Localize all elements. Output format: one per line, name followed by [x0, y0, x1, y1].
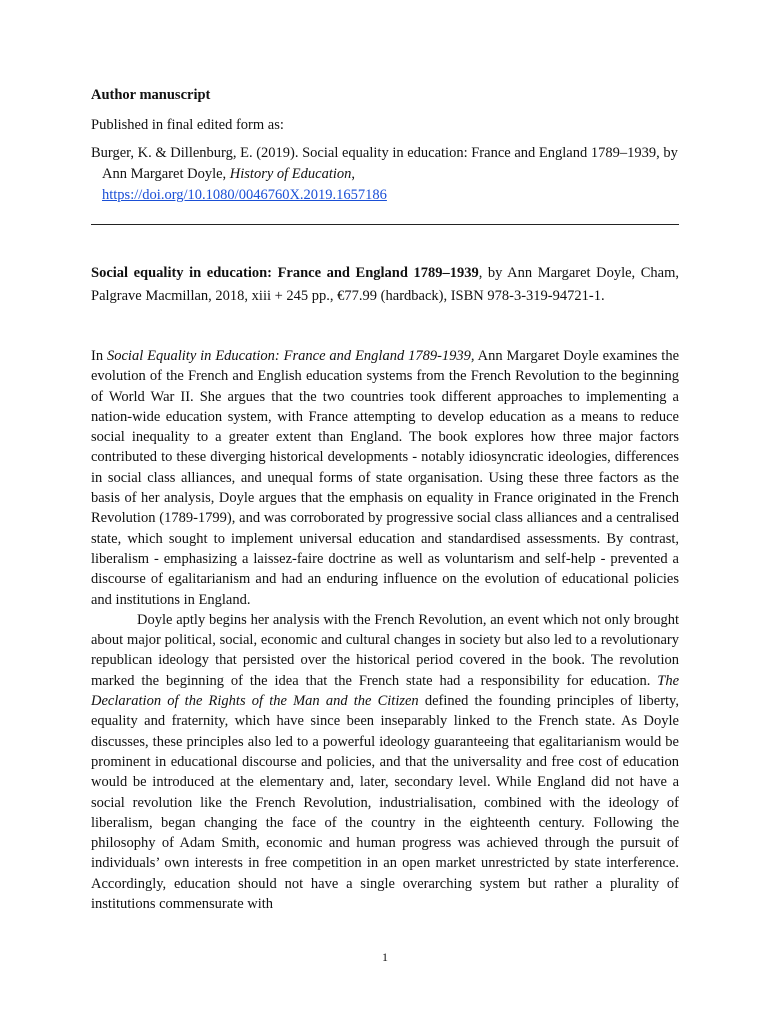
review-header: [91, 262, 679, 308]
page-number: 1: [382, 950, 388, 964]
review-book-details: , by Ann Margaret Doyle, Cham, Palgrave Macmillan, 2018, xiii + 245 pp., €77.99 (hardback), ISBN 978-3-319-94721-1.: [91, 265, 679, 304]
author-manuscript-label: Author manuscript: [91, 87, 211, 103]
paragraph-1-book-title: Social Equality in Education: France and England 1789-1939,: [106, 348, 475, 364]
citation: [91, 143, 679, 206]
citation-suffix: ,: [351, 166, 356, 182]
doi-link[interactable]: https://doi.org/10.1080/0046760X.2019.1657186: [102, 187, 387, 203]
paragraph-1-text: Ann Margaret Doyle examines the evolution of the French and English education systems from the French Revolution to the beginning of World War II. She argues that the two countries took different approaches to implementing a nation-wide education system, with France attempting to develop education as a means to reduce social inequality to a greater extent than England. The book explores how three major factors contributed to these diverging historical developments - notably idiosyncratic ideologies, differences in social class alliances, and unequal forms of state organisation. Using these three factors as the basis of her analysis, Doyle argues that the emphasis on equality in France originated in the French Revolution (1789-1799), and was corroborated by progressive social class alliances and a centralised state, which sought to implement universal education and standardised assessments. By contrast, liberalism - emphasizing a laissez-faire doctrine as well as voluntarism and self-help - prevented a discourse of egalitarianism and had an enduring influence on the evolution of educational policies and institutions in England.: [91, 348, 679, 608]
paragraph-1-intro: In: [91, 348, 107, 364]
paragraph-2-start: Doyle aptly begins her analysis with the French Revolution, an event which not only brought about major political, social, economic and cultural changes in society but also led to a revolutionary republican ideology that persisted over the historical period covered in the book. The revolution marked the beginning of the idea that the French state had a responsibility for education.: [91, 611, 679, 689]
review-body: [91, 346, 679, 914]
citation-journal: History of Education: [229, 166, 352, 182]
review-book-title: Social equality in education: France and England 1789–1939: [91, 265, 479, 281]
paragraph-1: [91, 346, 679, 610]
paragraph-2-declaration: The Declaration of the Rights of the Man and the Citizen: [91, 672, 679, 710]
paragraph-2: [91, 610, 679, 914]
paragraph-2-text: defined the founding principles of liberty, equality and fraternity, which have since been inseparably linked to the French state. As Doyle discusses, these principles also led to a powerful ideology guaranteeing that egalitarianism would be prominent in educational discourse and policies, and that the universality and free cost of education would be introduced at the elementary and, later, secondary level. While England did not have a social revolution like the French Revolution, industrialisation, combined with the ideology of liberalism, began changing the face of the country in the eighteenth century. Following the philosophy of Adam Smith, economic and human progress was achieved through the pursuit of individuals’ own interests in free competition in an open market unrestricted by state interference. Accordingly, education should not have a single overarching system but rather a plurality of institutions commensurate with: [91, 693, 679, 913]
horizontal-divider: [91, 224, 679, 225]
citation-text: Burger, K. & Dillenburg, E. (2019). Social equality in education: France and England 1789–1939, by Ann Margaret Doyle,: [91, 145, 678, 182]
published-line: Published in final edited form as:: [91, 117, 284, 133]
manuscript-page: [91, 84, 679, 914]
